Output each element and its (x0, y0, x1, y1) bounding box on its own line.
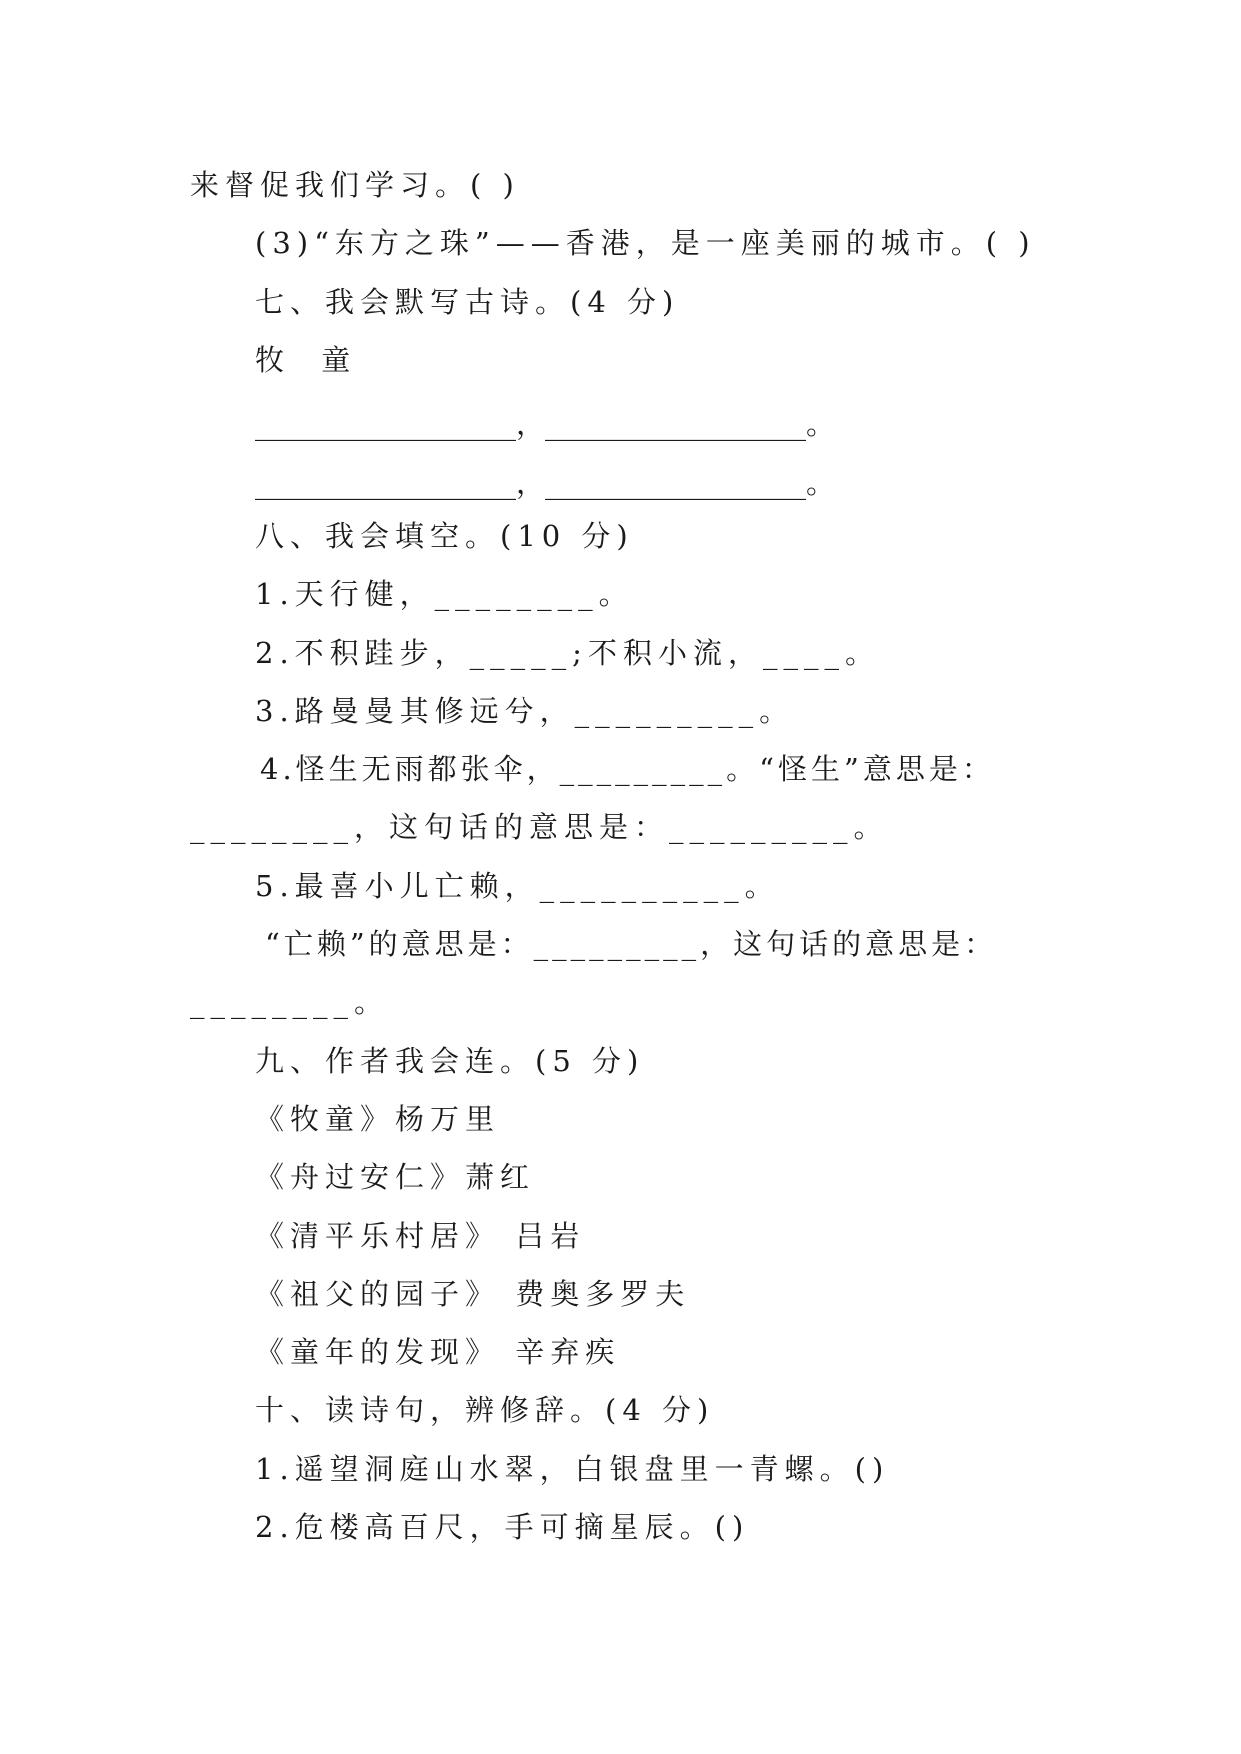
fill-item-5-meaning: “亡赖”的意思是：_________，这句话的意思是： (265, 927, 998, 961)
fill-item-5: 5.最喜小儿亡赖，__________。 (255, 869, 780, 903)
fill-item-5-continuation: ________。 (190, 985, 390, 1019)
rhetoric-item-1: 1.遥望洞庭山水翠，白银盘里一青螺。() (255, 1452, 890, 1486)
section-8-heading: 八、我会填空。(10 分) (255, 519, 634, 553)
author-match-3: 《清平乐村居》 吕岩 (255, 1219, 586, 1253)
fill-item-3: 3.路曼曼其修远兮，_________。 (255, 694, 795, 728)
rhetoric-item-2: 2.危楼高百尺，手可摘星辰。() (255, 1510, 750, 1544)
poem-blank-line-2: __________________，__________________。 (255, 466, 836, 500)
author-match-1: 《牧童》杨万里 (255, 1102, 501, 1136)
author-match-5: 《童年的发现》 辛弃疾 (255, 1335, 621, 1369)
question-6-item-3: (3)“东方之珠”——香港，是一座美丽的城市。( ) (255, 226, 1036, 260)
section-7-heading: 七、我会默写古诗。(4 分) (255, 285, 680, 319)
fill-item-4: 4.怪生无雨都张伞，_________。“怪生”意思是： (260, 752, 995, 786)
poem-title: 牧 童 (255, 343, 365, 377)
fill-item-2: 2.不积跬步，_____;不积小流，____。 (255, 636, 880, 670)
author-match-4: 《祖父的园子》 费奥多罗夫 (255, 1277, 691, 1311)
fill-item-1: 1.天行健，________。 (255, 577, 634, 611)
poem-blank-line-1: __________________，__________________。 (255, 407, 836, 441)
fill-item-4-continuation: ________，这句话的意思是：_________。 (190, 810, 889, 844)
section-10-heading: 十、读诗句，辨修辞。(4 分) (255, 1393, 715, 1427)
text-line-continuation: 来督促我们学习。( ) (190, 168, 520, 202)
author-match-2: 《舟过安仁》萧红 (255, 1160, 536, 1194)
section-9-heading: 九、作者我会连。(5 分) (255, 1044, 645, 1078)
